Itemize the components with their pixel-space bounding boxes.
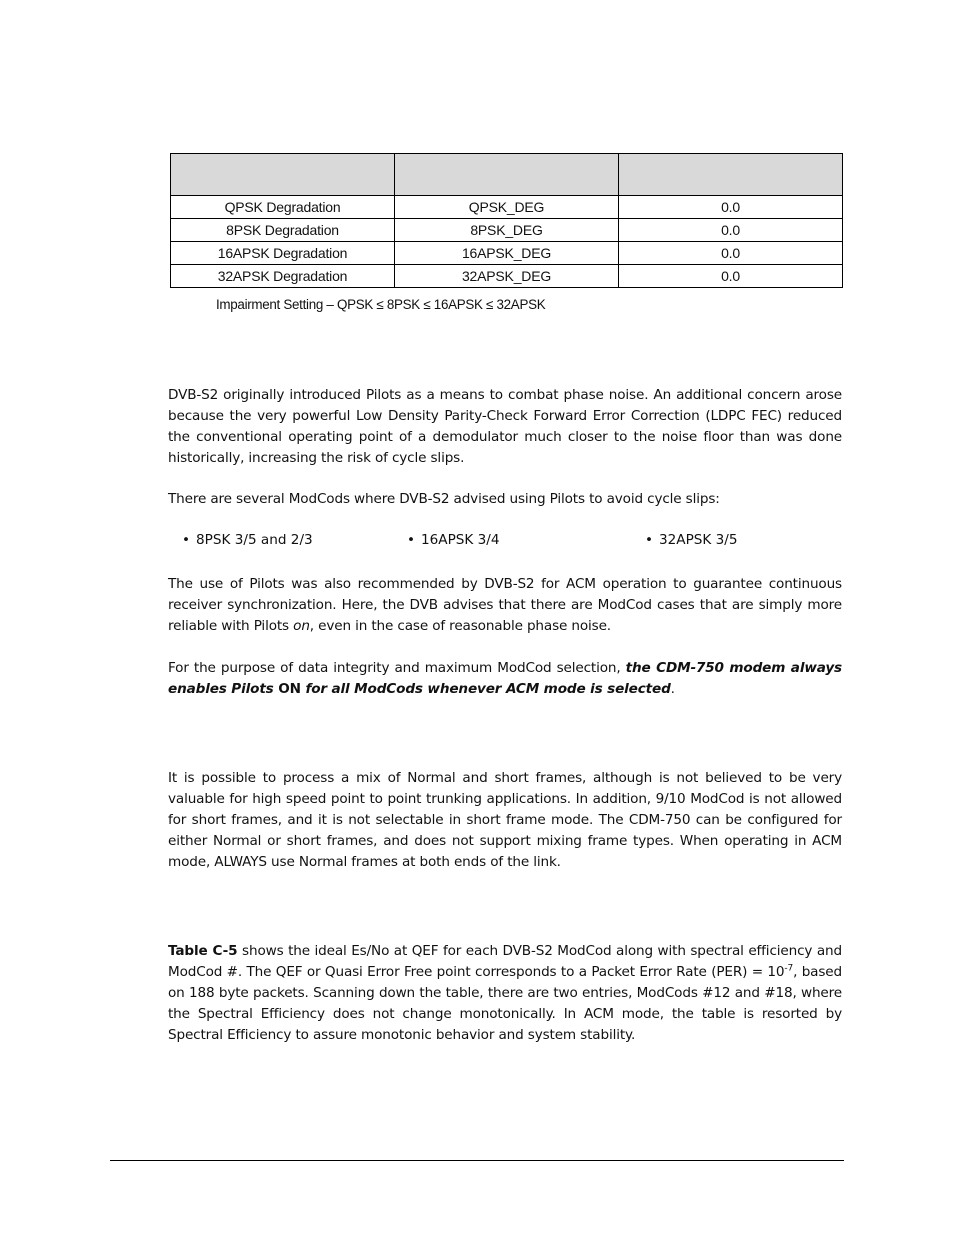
table-cell: 16APSK Degradation — [171, 242, 395, 265]
bold-text: ON — [273, 681, 306, 697]
table-cell: 32APSK_DEG — [395, 265, 619, 288]
footer-rule — [110, 1160, 844, 1161]
esno-paragraph — [168, 941, 842, 1046]
table-cell: 0.0 — [619, 265, 843, 288]
bullet-icon: • — [407, 532, 416, 548]
table-cell: 8PSK_DEG — [395, 219, 619, 242]
list-item — [393, 532, 500, 548]
table-cell: 0.0 — [619, 196, 843, 219]
list-item — [168, 532, 313, 548]
table-row — [171, 265, 843, 288]
pilots-paragraph-4 — [168, 658, 842, 700]
paragraph-text: , based on 188 byte packets. Scanning down the table, there are two entries, ModCods #12 and #18, where the Spectral Efficiency does not change monotonically. In ACM mode, the table is resorted by Spectral Efficiency to assure monotonic behavior and system stability. — [168, 964, 842, 1043]
table-cell: QPSK_DEG — [395, 196, 619, 219]
table-cell: 0.0 — [619, 219, 843, 242]
paragraph-text: . — [670, 681, 675, 697]
table-cell: 32APSK Degradation — [171, 265, 395, 288]
table-cell: 8PSK Degradation — [171, 219, 395, 242]
list-item-label: 8PSK 3/5 and 2/3 — [196, 532, 313, 548]
list-item — [631, 532, 738, 548]
table-row — [171, 219, 843, 242]
frames-paragraph: It is possible to process a mix of Normal and short frames, although is not believed to be very valuable for high speed point to point trunking applications. In addition, 9/10 ModCod is not allowed for short frames, and it is not selectable in short frame mode. The CDM-750 can be configured for either Normal or short frames, and does not support mixing frame types. When operating in ACM mode, ALWAYS use Normal frames at both ends of the link. — [168, 770, 842, 870]
table-cell: QPSK Degradation — [171, 196, 395, 219]
emphasis-text: for all ModCods whenever ACM mode is selected — [305, 681, 671, 697]
table-row — [171, 242, 843, 265]
table-cell: 0.0 — [619, 242, 843, 265]
table-header-row — [171, 154, 843, 196]
modcod-bullet-list — [168, 532, 842, 554]
table-caption: Impairment Setting – QPSK ≤ 8PSK ≤ 16APSK ≤ 32APSK — [216, 297, 546, 312]
pilots-paragraph-1: DVB-S2 originally introduced Pilots as a means to combat phase noise. An additional concern arose because the very powerful Low Density Parity-Check Forward Error Correction (LDPC FEC) reduced the conventional operating point of a demodulator much closer to the noise floor than was done historically, increasing the risk of cycle slips. — [168, 387, 842, 466]
paragraph-text: For the purpose of data integrity and maximum ModCod selection, — [168, 660, 626, 676]
table-reference: Table C-5 — [168, 943, 238, 959]
paragraph-text: shows the ideal Es/No at QEF for each DVB-S2 ModCod along with spectral efficiency and ModCod #. The QEF or Quasi Error Free point corresponds to a Packet Error Rate (PER) = 10 — [168, 943, 842, 980]
emphasis-text: on — [293, 618, 310, 634]
list-item-label: 32APSK 3/5 — [659, 532, 738, 548]
pilots-paragraph-3 — [168, 574, 842, 637]
table-header-cell — [395, 154, 619, 196]
paragraph-text: The use of Pilots was also recommended by DVB-S2 for ACM operation to guarantee continuous receiver synchronization. Here, the DVB advises that there are ModCod cases that are simply more reliable with Pilots — [168, 576, 842, 634]
table-cell: 16APSK_DEG — [395, 242, 619, 265]
pilots-paragraph-2: There are several ModCods where DVB-S2 advised using Pilots to avoid cycle slips: — [168, 491, 720, 507]
table-header-cell — [171, 154, 395, 196]
bullet-icon: • — [182, 532, 191, 548]
table-header-cell — [619, 154, 843, 196]
degradation-table — [170, 153, 843, 288]
paragraph-text: , even in the case of reasonable phase noise. — [309, 618, 611, 634]
list-item-label: 16APSK 3/4 — [421, 532, 500, 548]
exponent: -7 — [784, 963, 794, 974]
table-row — [171, 196, 843, 219]
bullet-icon: • — [645, 532, 654, 548]
emphasis-text: the CDM-750 modem always enables Pilots — [168, 660, 842, 697]
